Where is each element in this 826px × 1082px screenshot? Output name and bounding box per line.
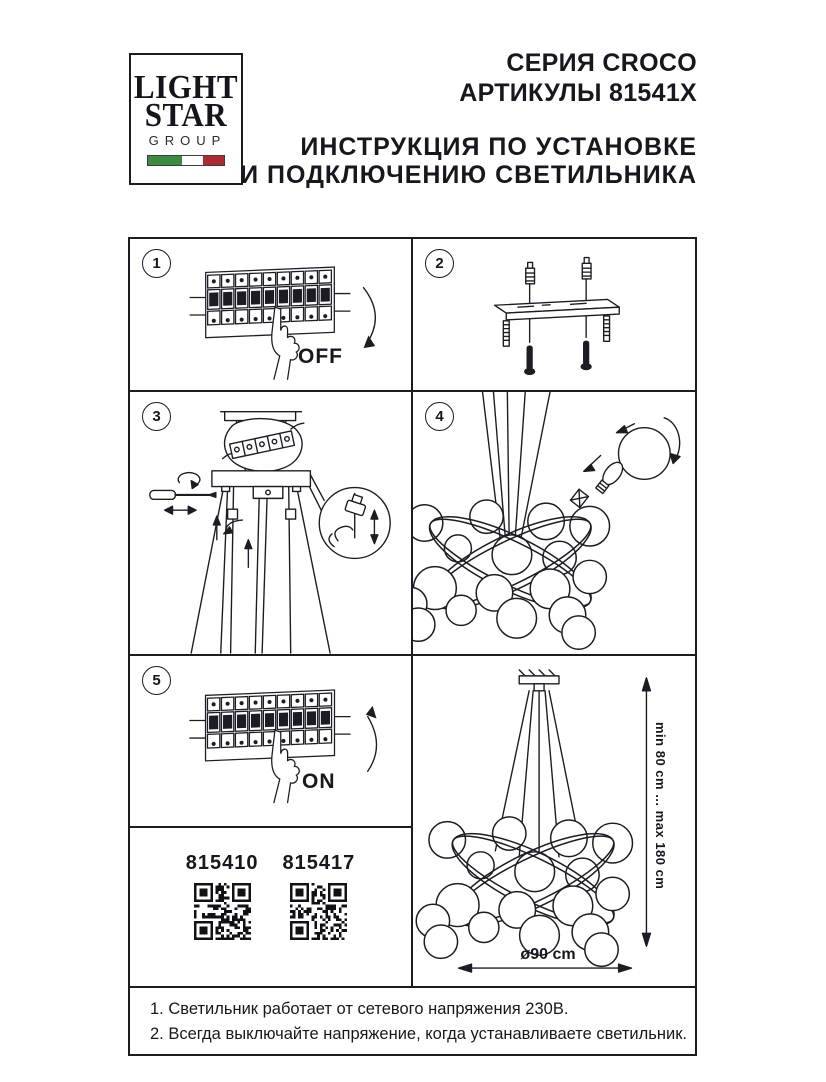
series-title: СЕРИЯ CROCO bbox=[506, 49, 697, 77]
flag-red bbox=[203, 156, 224, 165]
qr-item bbox=[283, 852, 356, 940]
step-5-panel bbox=[128, 654, 413, 828]
logo-word-star: STAR bbox=[144, 95, 228, 133]
step-3-panel bbox=[128, 390, 413, 656]
chandelier-assembly-illustration bbox=[413, 392, 695, 654]
on-label: ON bbox=[302, 770, 336, 793]
ceiling-wiring-illustration bbox=[130, 392, 411, 654]
flag-green bbox=[148, 156, 182, 165]
logo-word-group: GROUP bbox=[148, 132, 227, 148]
diameter-label: ø90 cm bbox=[520, 946, 576, 963]
instruction-title-line2: И ПОДКЛЮЧЕНИЮ СВЕТИЛЬНИКА bbox=[240, 161, 697, 189]
instruction-title-line1: ИНСТРУКЦИЯ ПО УСТАНОВКЕ bbox=[300, 133, 697, 161]
step-4-panel bbox=[411, 390, 697, 656]
header-series-block bbox=[459, 48, 697, 108]
step-3-number-badge: 3 bbox=[142, 402, 171, 431]
lightstar-logo bbox=[129, 53, 243, 185]
flag-white bbox=[182, 156, 203, 165]
article-number: 815410 bbox=[185, 852, 259, 874]
italian-flag-stripe bbox=[147, 155, 225, 166]
step-4-number-badge: 4 bbox=[425, 402, 454, 431]
step-1-panel bbox=[128, 237, 413, 392]
step-1-number-badge: 1 bbox=[142, 249, 171, 278]
qr-code-815410 bbox=[194, 883, 251, 940]
off-label: OFF bbox=[298, 345, 343, 368]
articles-title: АРТИКУЛЫ 81541X bbox=[459, 79, 697, 107]
step-5-number-badge: 5 bbox=[142, 666, 171, 695]
qr-code-815417 bbox=[290, 883, 347, 940]
mounting-bracket-illustration bbox=[413, 239, 695, 390]
height-range-label: min 80 cm ... max 180 cm bbox=[653, 722, 668, 890]
step-2-number-badge: 2 bbox=[425, 249, 454, 278]
note-1: 1. Светильник работает от сетевого напряжения 230В. bbox=[150, 999, 569, 1018]
footer-notes bbox=[128, 986, 697, 1056]
header-instruction-block bbox=[240, 133, 697, 189]
note-2: 2. Всегда выключайте напряжение, когда устанавливаете светильник. bbox=[150, 1024, 688, 1043]
article-number: 815417 bbox=[282, 852, 356, 874]
step-2-panel bbox=[411, 237, 697, 392]
dimensions-panel bbox=[411, 654, 697, 988]
qr-codes-panel bbox=[128, 826, 413, 988]
circuit-breaker-off-illustration bbox=[130, 239, 411, 390]
logo-word-light: LIGHT bbox=[133, 67, 239, 105]
circuit-breaker-on-illustration bbox=[130, 656, 411, 826]
qr-item bbox=[186, 852, 259, 940]
